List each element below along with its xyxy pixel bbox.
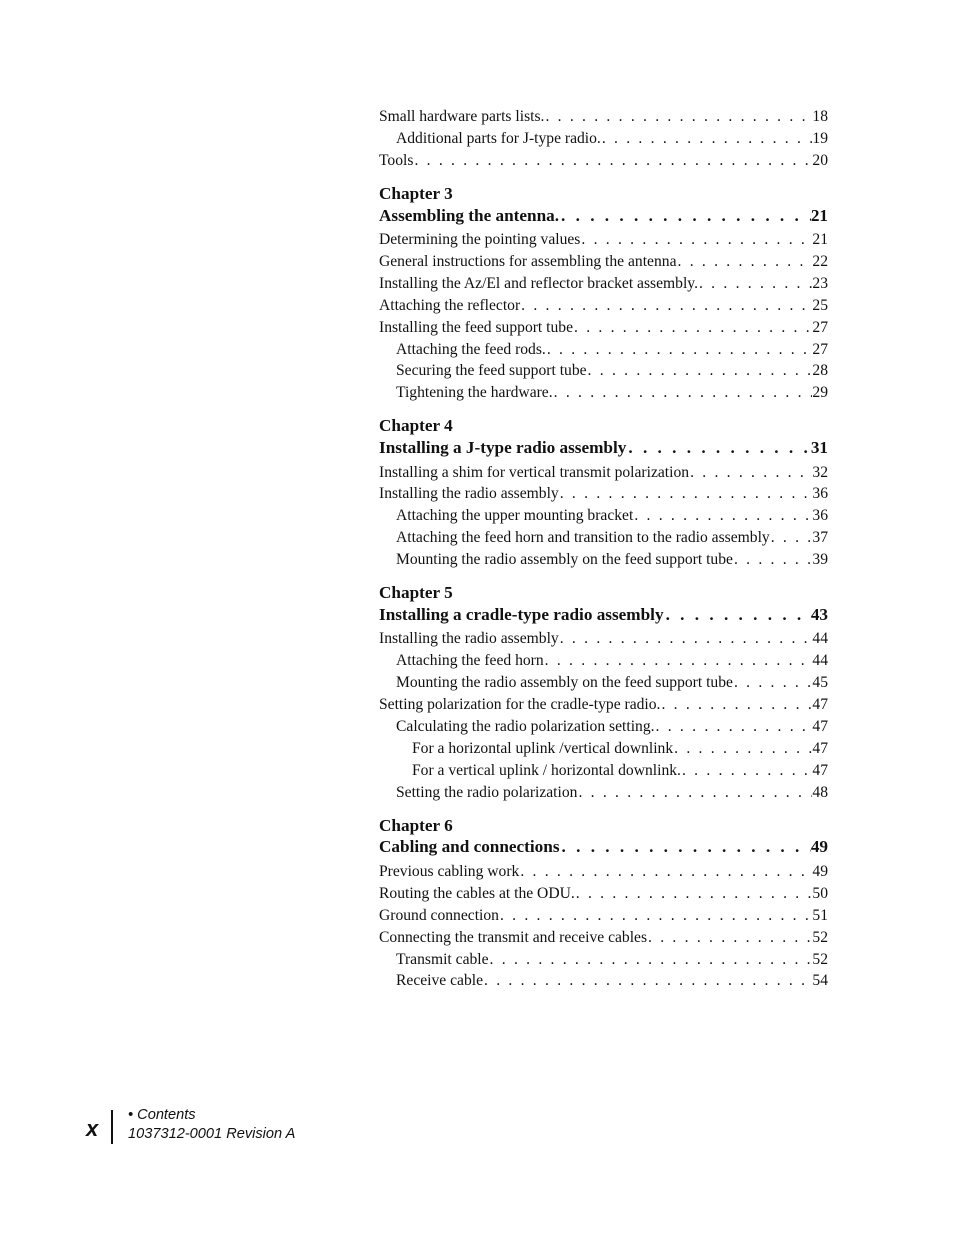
chapter-title-link[interactable] [379, 836, 828, 859]
dot-leader [673, 738, 812, 760]
chapter-title: Installing a cradle-type radio assembly [379, 604, 664, 624]
toc-page-number: 37 [812, 529, 828, 547]
toc-entry[interactable] [379, 628, 828, 650]
toc-page-number: 45 [812, 674, 828, 692]
chapter-heading [379, 582, 828, 626]
dot-leader [559, 205, 811, 228]
toc-page-number: 44 [812, 630, 828, 648]
dot-leader [499, 905, 812, 927]
toc-page-number: 29 [812, 384, 828, 402]
toc-entry[interactable] [379, 339, 828, 361]
toc-entry[interactable] [379, 694, 828, 716]
chapter-title: Assembling the antenna. [379, 205, 560, 225]
toc-entry[interactable] [379, 970, 828, 992]
toc-entry-title: Attaching the feed horn and transition to the radio assembly [396, 529, 770, 547]
dot-leader [544, 650, 813, 672]
toc-page-number: 21 [812, 231, 828, 249]
toc-page-number: 22 [812, 252, 828, 270]
toc-entry-title: Routing the cables at the ODU. [379, 884, 575, 902]
toc-entry-title: Transmit cable [396, 950, 489, 968]
toc-entry-title: For a vertical uplink / horizontal downlink. [412, 761, 681, 779]
dot-leader [698, 273, 812, 295]
dot-leader [575, 883, 813, 905]
toc-entry-title: Installing a shim for vertical transmit polarization [379, 463, 690, 481]
toc-page-number: 49 [812, 862, 828, 880]
toc-entry-title: Mounting the radio assembly on the feed support tube [396, 551, 733, 569]
table-of-contents [379, 106, 828, 992]
dot-leader [681, 760, 812, 782]
toc-entry[interactable] [379, 229, 828, 251]
toc-entry[interactable] [379, 650, 828, 672]
chapter-title: Cabling and connections [379, 837, 560, 857]
toc-entry-title: Tightening the hardware. [396, 384, 553, 402]
toc-entry[interactable] [379, 360, 828, 382]
toc-entry[interactable] [379, 251, 828, 273]
toc-entry-title: Calculating the radio polarization setting. [396, 718, 655, 736]
dot-leader [560, 836, 811, 859]
chapter-title: Installing a J-type radio assembly [379, 438, 627, 458]
chapter-page-number: 21 [810, 205, 828, 225]
footer-section: • Contents [128, 1107, 196, 1123]
dot-leader [553, 382, 813, 404]
toc-entry-title: Installing the radio assembly [379, 630, 559, 648]
toc-entry-title: Receive cable [396, 972, 484, 990]
toc-page-number: 18 [812, 108, 828, 125]
toc-entry-title: Attaching the reflector [379, 296, 521, 314]
dot-leader [660, 694, 812, 716]
toc-entry[interactable] [379, 883, 828, 905]
footer-divider [111, 1110, 113, 1144]
footer-text [128, 1106, 295, 1144]
dot-leader [733, 549, 812, 571]
toc-page-number: 52 [812, 950, 828, 968]
toc-page-number: 47 [812, 718, 828, 736]
dot-leader [483, 970, 812, 992]
toc-entry[interactable] [379, 782, 828, 804]
toc-page-number: 48 [812, 783, 828, 801]
chapter-heading [379, 415, 828, 459]
dot-leader [573, 317, 812, 339]
toc-entry[interactable] [379, 295, 828, 317]
dot-leader [601, 128, 813, 150]
chapter-page-number: 31 [810, 438, 828, 458]
footer-doc-id: 1037312-0001 Revision A [128, 1126, 296, 1142]
dot-leader [633, 505, 812, 527]
dot-leader [647, 927, 812, 949]
dot-leader [655, 716, 813, 738]
toc-entry[interactable] [379, 128, 828, 150]
toc-entry[interactable] [379, 106, 828, 128]
dot-leader [626, 437, 810, 460]
toc-page-number: 28 [812, 362, 828, 380]
toc-entry[interactable] [379, 716, 828, 738]
toc-entry-title: Additional parts for J-type radio. [396, 129, 601, 147]
dot-leader [664, 604, 811, 627]
toc-page-number: 47 [812, 696, 828, 714]
toc-entry-title: Setting polarization for the cradle-type radio. [379, 696, 661, 714]
toc-entry-title: Attaching the upper mounting bracket [396, 507, 634, 525]
toc-entry[interactable] [379, 150, 828, 172]
toc-entry-title: Previous cabling work [379, 862, 520, 880]
toc-page-number: 44 [812, 652, 828, 670]
toc-entry[interactable] [379, 462, 828, 484]
toc-entry[interactable] [379, 927, 828, 949]
chapter-title-link[interactable] [379, 437, 828, 460]
toc-entry[interactable] [379, 861, 828, 883]
chapter-number: Chapter 5 [379, 583, 453, 603]
toc-page-number: 20 [812, 151, 828, 169]
toc-entry[interactable] [379, 382, 828, 404]
dot-leader [587, 360, 813, 382]
chapter-number: Chapter 4 [379, 416, 453, 436]
toc-page-number: 23 [812, 274, 828, 292]
chapter-number: Chapter 6 [379, 815, 453, 835]
toc-page-number: 47 [812, 739, 828, 757]
toc-entry-title: Attaching the feed horn [396, 652, 544, 670]
dot-leader [519, 861, 812, 883]
toc-entry[interactable] [379, 483, 828, 505]
dot-leader [520, 295, 812, 317]
toc-page-number: 25 [812, 296, 828, 314]
chapter-page-number: 43 [810, 604, 828, 624]
toc-page-number: 50 [812, 884, 828, 902]
toc-entry-title: For a horizontal uplink /vertical downlink [412, 739, 674, 757]
dot-leader [559, 628, 813, 650]
chapter-heading [379, 815, 828, 859]
toc-entry[interactable] [379, 527, 828, 549]
toc-entry[interactable] [379, 505, 828, 527]
toc-page-number: 32 [812, 463, 828, 481]
dot-leader [413, 150, 812, 172]
toc-page-number: 27 [812, 340, 828, 358]
dot-leader [577, 782, 812, 804]
toc-entry-title: Determining the pointing values [379, 231, 581, 249]
toc-page-number: 54 [812, 972, 828, 990]
chapter-number: Chapter 3 [379, 183, 453, 203]
toc-page-number: 51 [812, 906, 828, 924]
toc-entry[interactable] [379, 905, 828, 927]
dot-leader [559, 483, 813, 505]
toc-entry[interactable] [379, 549, 828, 571]
toc-entry[interactable] [379, 949, 828, 971]
toc-entry[interactable] [379, 273, 828, 295]
dot-leader [677, 251, 813, 273]
toc-entry-title: Installing the Az/El and reflector bracket assembly. [379, 274, 698, 292]
toc-entry-title: General instructions for assembling the antenna [379, 252, 677, 270]
dot-leader [544, 106, 812, 128]
toc-entry[interactable] [379, 317, 828, 339]
toc-entry-title: Connecting the transmit and receive cables [379, 928, 648, 946]
dot-leader [489, 949, 813, 971]
toc-page-number: 36 [812, 507, 828, 525]
dot-leader [770, 527, 813, 549]
page-number: x [86, 1116, 99, 1141]
toc-entry-title: Small hardware parts lists. [379, 108, 545, 125]
toc-entry[interactable] [379, 760, 828, 782]
toc-entry-title: Installing the radio assembly [379, 485, 559, 503]
chapter-title-link[interactable] [379, 205, 828, 228]
toc-entry-title: Attaching the feed rods. [396, 340, 546, 358]
toc-page-number: 39 [812, 551, 828, 569]
toc-entry-title: Mounting the radio assembly on the feed support tube [396, 674, 733, 692]
toc-page-number: 47 [812, 761, 828, 779]
chapter-title-link[interactable] [379, 604, 828, 627]
toc-entry-title: Ground connection [379, 906, 499, 924]
toc-entry[interactable] [379, 738, 828, 760]
toc-entry[interactable] [379, 672, 828, 694]
dot-leader [689, 462, 812, 484]
toc-page-number: 52 [812, 928, 828, 946]
dot-leader [733, 672, 812, 694]
toc-entry-title: Tools [379, 151, 414, 169]
toc-entry-title: Setting the radio polarization [396, 783, 578, 801]
toc-page-number: 27 [812, 318, 828, 336]
toc-entry-title: Installing the feed support tube [379, 318, 574, 336]
dot-leader [580, 229, 812, 251]
chapter-page-number: 49 [810, 837, 828, 857]
dot-leader [546, 339, 813, 361]
toc-entry-title: Securing the feed support tube [396, 362, 587, 380]
toc-page-number: 36 [812, 485, 828, 503]
toc-page-number: 19 [812, 129, 828, 147]
chapter-heading [379, 183, 828, 227]
